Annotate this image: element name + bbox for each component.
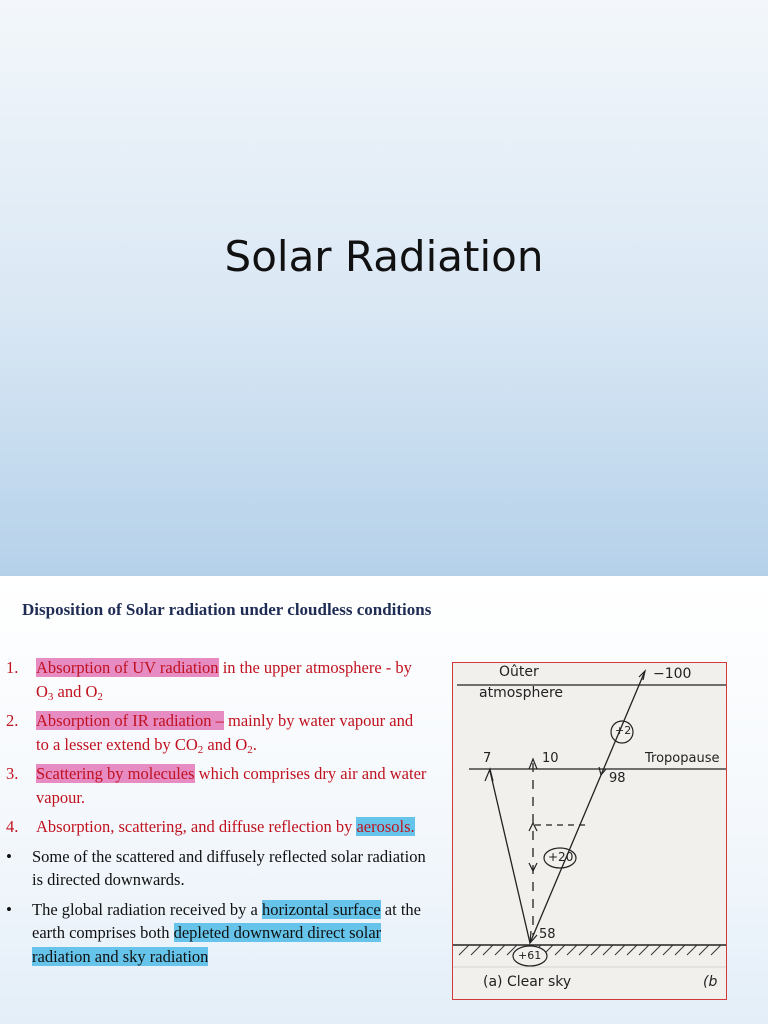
outer-label: Oûter [499,664,539,680]
value-minus100: −100 [653,666,692,682]
value-plus61: +61 [518,949,542,962]
value-98: 98 [609,771,626,786]
value-10: 10 [542,751,559,766]
list-item: • Some of the scattered and diffusely reflected solar radiation is directed downwards. [6,846,426,889]
value-plus2: +2 [615,724,632,737]
highlight: Absorption of IR radiation – [36,711,224,730]
highlight: aerosols. [356,817,415,836]
atmosphere-label: atmosphere [479,685,563,701]
figure-caption: (a) Clear sky [483,974,572,990]
list-item: 1. Absorption of UV radiation in the upper atmosphere - by $O_3$ and $O_2$ [6,658,412,703]
radiation-list [0,656,430,974]
value-plus20: +20 [548,850,574,864]
slide-title: Solar Radiation [224,232,544,281]
figure-caption-b: (b [703,974,718,990]
list-item: 2. Absorption of IR radiation – mainly by water vapour and to a lesser extend by $CO_2$ and $O_2$. [6,711,414,756]
highlight: Scattering by molecules [36,764,195,783]
value-7: 7 [483,751,492,766]
radiation-diagram [452,662,727,1000]
highlight: horizontal surface [262,899,381,919]
list-item: 3. Scattering by molecules which comprises dry air and water vapour. [6,764,427,807]
diagram-lines [453,663,727,1000]
content-slide [0,576,768,1024]
tropopause-label: Tropopause [645,751,720,766]
list-item: 4. Absorption, scattering, and diffuse reflection by aerosols. [6,817,415,836]
highlight: Absorption of UV radiation [36,658,219,677]
slide-heading: Disposition of Solar radiation under cloudless conditions [22,600,432,619]
highlight: depleted downward direct solar radiation and sky radiation [32,923,382,966]
list-item: • The global radiation received by a horizontal surface at the earth comprises both depleted downward direct solar radiation and sky radiation [6,899,421,966]
value-58: 58 [539,927,556,942]
